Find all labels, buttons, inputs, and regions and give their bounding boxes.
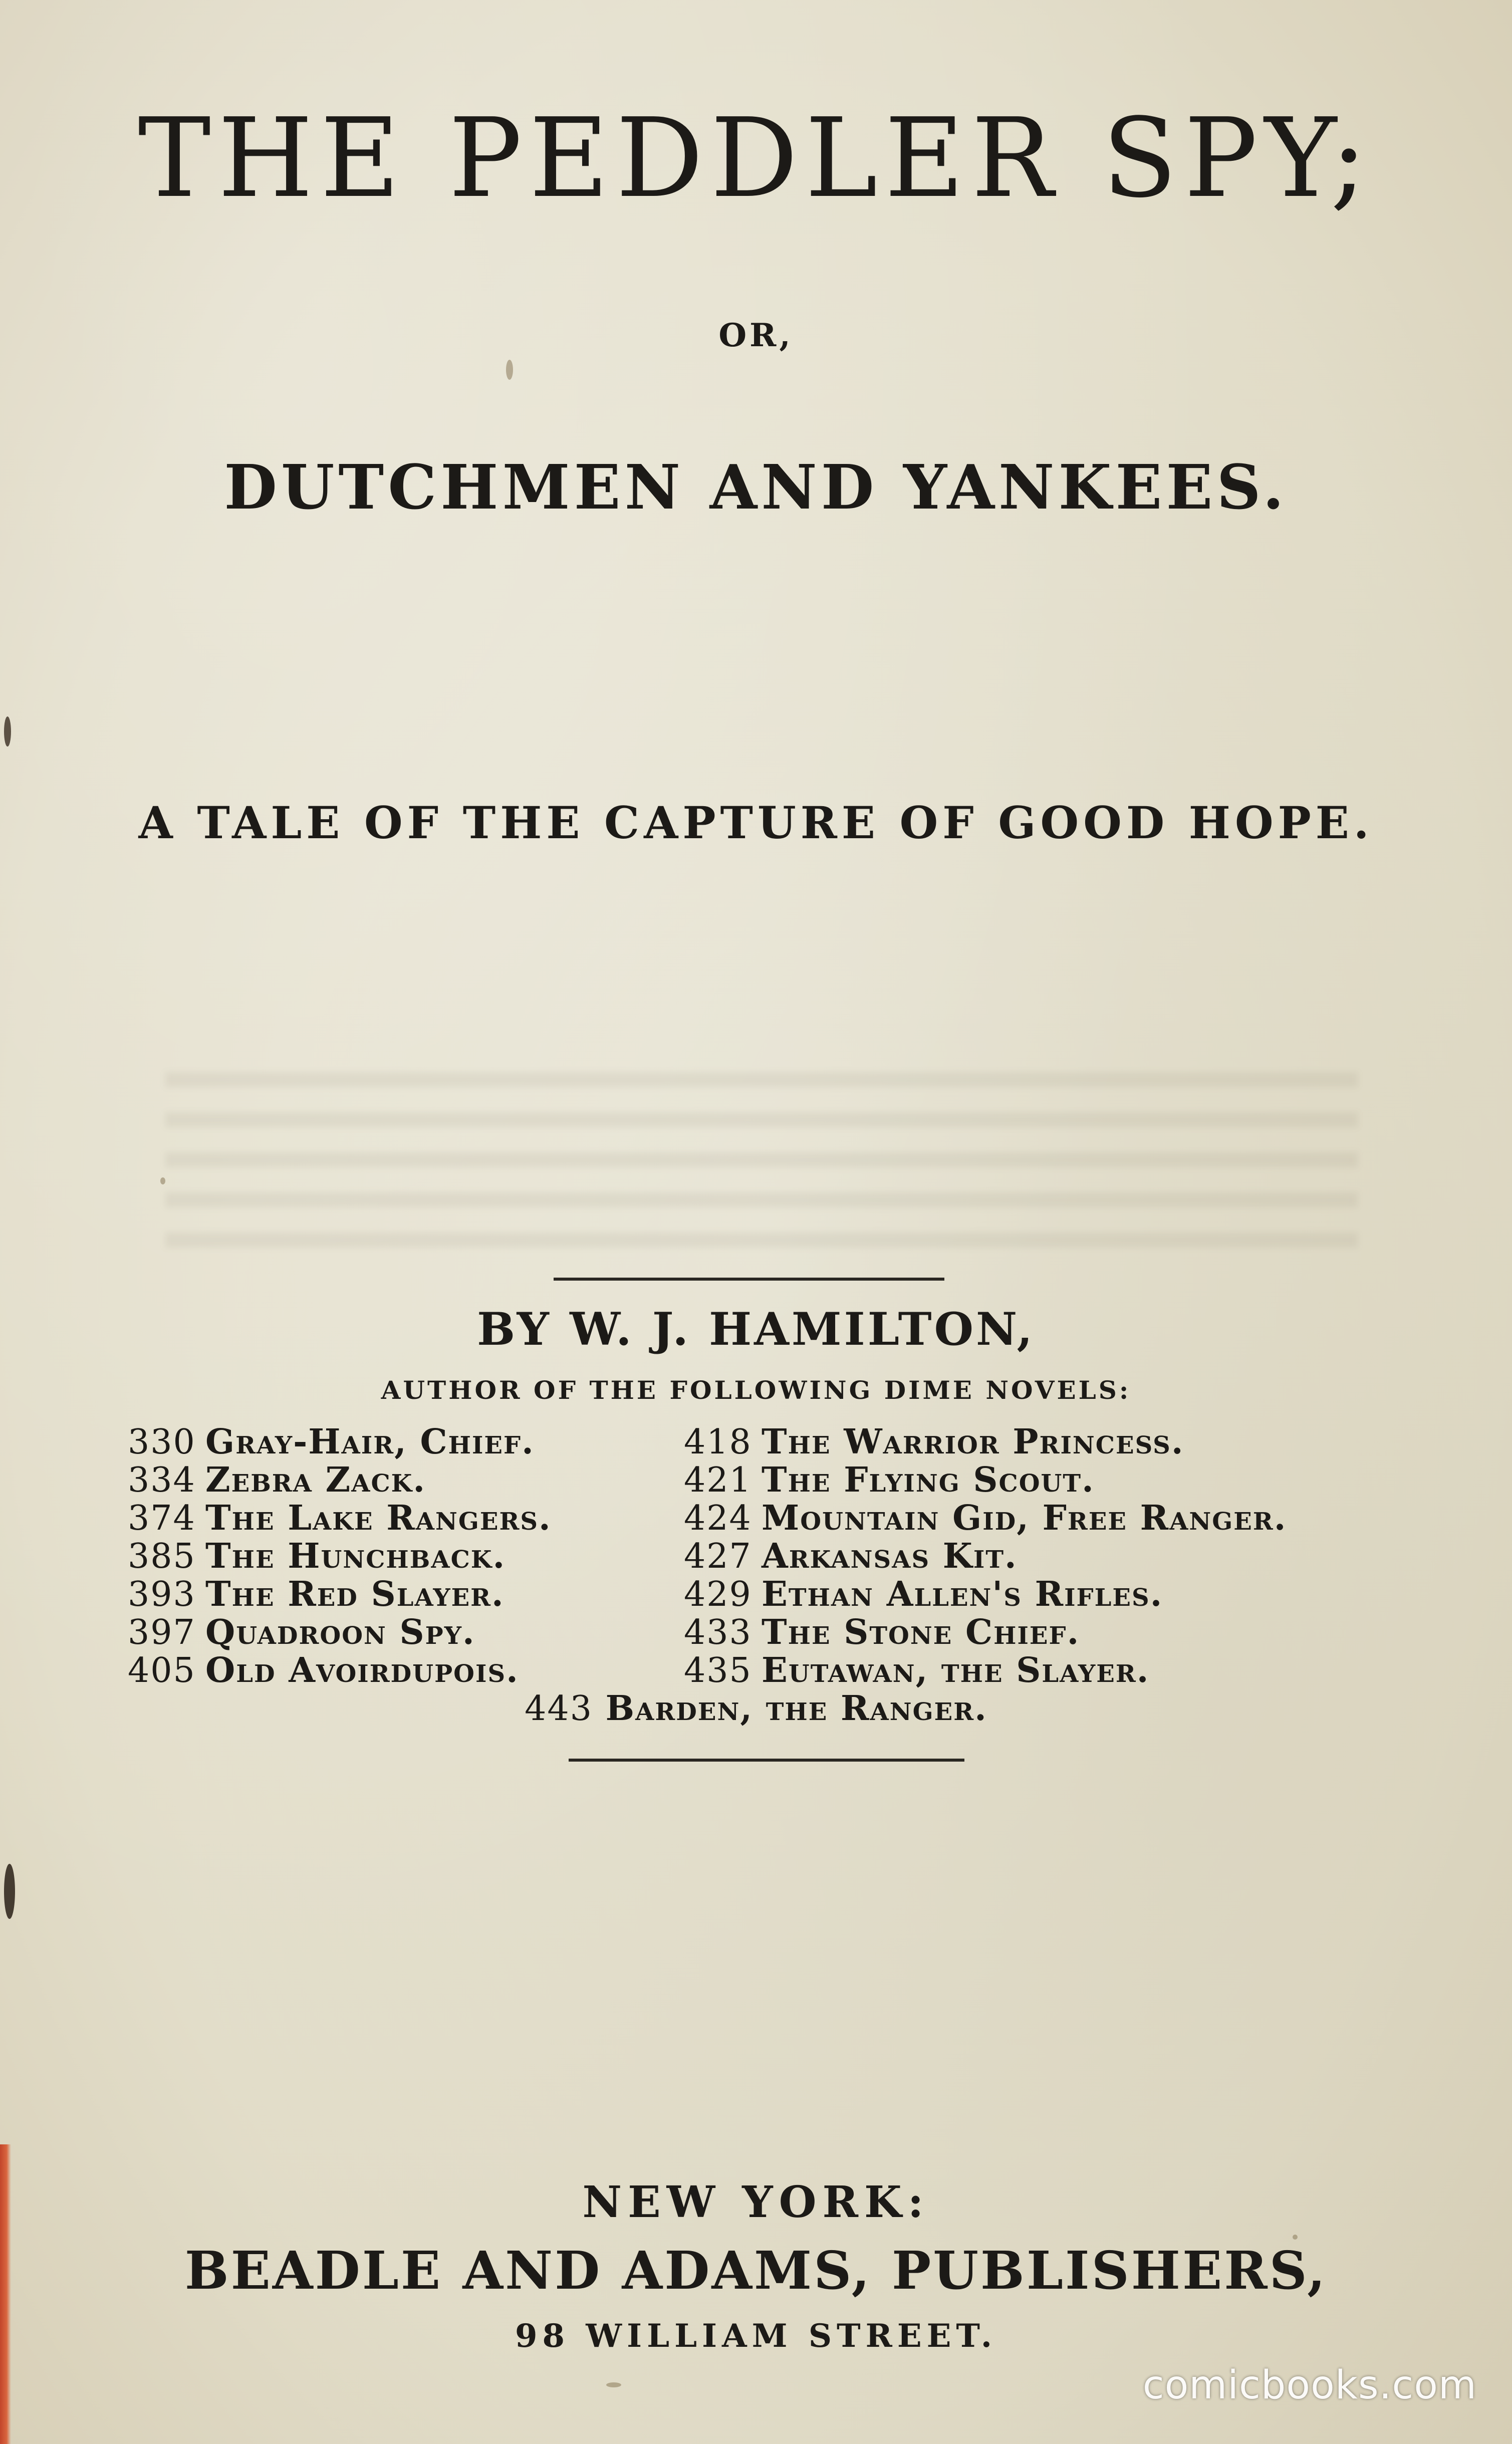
imprint-publisher: BEADLE AND ADAMS, PUBLISHERS, <box>184 2240 1328 2301</box>
novel-title: The Stone Chief. <box>762 1612 1080 1652</box>
list-item <box>684 1613 1287 1651</box>
book-subtitle: DUTCHMEN AND YANKEES. <box>224 451 1288 523</box>
novel-number: 330 <box>128 1422 196 1462</box>
novel-title: Barden, the Ranger. <box>605 1688 987 1729</box>
author-works-heading: AUTHOR OF THE FOLLOWING DIME NOVELS: <box>381 1375 1131 1405</box>
paper-speck <box>160 1177 165 1184</box>
novel-number: 433 <box>684 1613 752 1652</box>
imprint-address: 98 WILLIAM STREET. <box>515 2317 997 2355</box>
novel-number: 429 <box>684 1575 752 1614</box>
novel-title: Quadroon Spy. <box>205 1612 475 1652</box>
novel-number: 421 <box>684 1460 752 1500</box>
list-item <box>684 1651 1287 1689</box>
author-byline: BY W. J. HAMILTON, <box>477 1303 1035 1356</box>
list-item <box>128 1499 552 1537</box>
list-item <box>128 1651 552 1689</box>
page-edge-tear <box>4 716 11 747</box>
novel-title: The Red Slayer. <box>205 1574 505 1614</box>
paper-speck <box>506 360 513 380</box>
novel-number: 374 <box>128 1499 196 1538</box>
novel-title: Old Avoirdupois. <box>205 1650 519 1690</box>
novel-title: Gray-Hair, Chief. <box>205 1422 535 1462</box>
list-item <box>684 1461 1287 1499</box>
novel-number: 424 <box>684 1499 752 1538</box>
list-item <box>684 1499 1287 1537</box>
list-item <box>128 1461 552 1499</box>
list-item <box>128 1537 552 1575</box>
novel-title: The Lake Rangers. <box>205 1498 552 1538</box>
paper-speck <box>1293 2235 1298 2240</box>
novel-title: Arkansas Kit. <box>762 1536 1018 1576</box>
novel-number: 427 <box>684 1537 752 1576</box>
novel-number: 385 <box>128 1537 196 1576</box>
book-tagline: A TALE OF THE CAPTURE OF GOOD HOPE. <box>138 797 1374 849</box>
list-item <box>684 1537 1287 1575</box>
site-watermark: comicbooks.com <box>1142 2363 1477 2408</box>
novel-title: Ethan Allen's Rifles. <box>762 1574 1163 1614</box>
imprint-city: NEW YORK: <box>582 2177 930 2228</box>
list-item <box>128 1423 552 1461</box>
novel-title: Mountain Gid, Free Ranger. <box>762 1498 1287 1538</box>
novel-number: 397 <box>128 1613 196 1652</box>
novel-title: Zebra Zack. <box>205 1460 426 1500</box>
paper-speck <box>606 2382 621 2387</box>
novel-title: The Warrior Princess. <box>762 1422 1184 1462</box>
list-item <box>684 1423 1287 1461</box>
novel-number: 405 <box>128 1651 196 1690</box>
list-item <box>128 1575 552 1613</box>
divider-rule-top <box>554 1278 944 1281</box>
novel-list-left-column <box>128 1423 552 1689</box>
novel-number: 418 <box>684 1422 752 1462</box>
novel-title: Eutawan, the Slayer. <box>762 1650 1150 1690</box>
show-through-text <box>165 1072 1358 1253</box>
title-conjunction: OR, <box>718 317 794 354</box>
list-item <box>684 1575 1287 1613</box>
list-item <box>0 1688 1512 1729</box>
divider-rule-bottom <box>569 1759 964 1762</box>
novel-title: The Hunchback. <box>205 1536 506 1576</box>
novel-number: 443 <box>525 1689 593 1729</box>
novel-number: 435 <box>684 1651 752 1690</box>
list-item <box>128 1613 552 1651</box>
novel-title: The Flying Scout. <box>762 1460 1095 1500</box>
page-edge-tear <box>4 1864 15 1919</box>
book-title: THE PEDDLER SPY; <box>138 95 1374 222</box>
novel-list-right-column <box>684 1423 1287 1689</box>
novel-number: 334 <box>128 1460 196 1500</box>
novel-number: 393 <box>128 1575 196 1614</box>
